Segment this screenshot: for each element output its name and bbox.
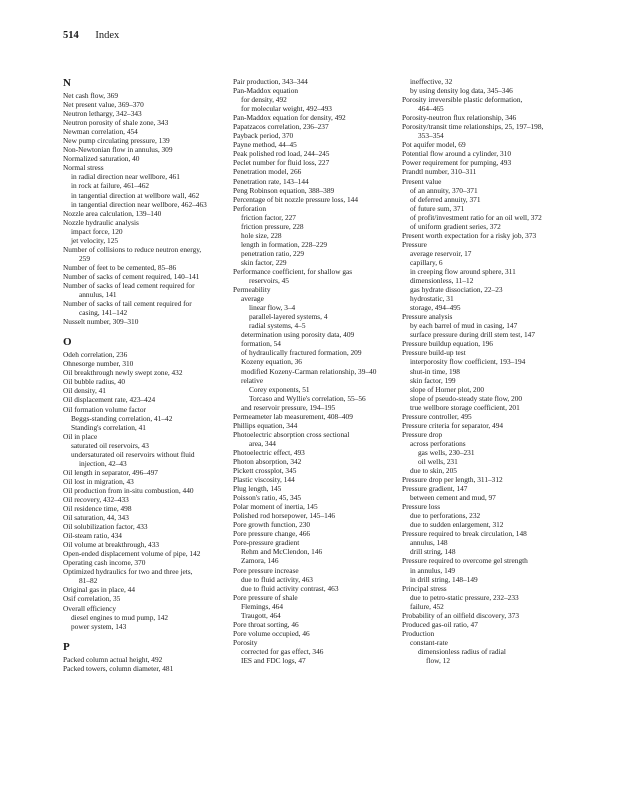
index-subentry: corrected for gas effect, 346	[241, 646, 324, 656]
index-entry: Overall efficiency	[63, 603, 117, 613]
index-subentry: true wellbore storage coefficient, 201	[410, 402, 520, 412]
index-entry: Pressure criteria for separator, 494	[402, 420, 504, 430]
index-subentry: of hydraulically fractured formation, 209	[241, 348, 362, 358]
index-entry: Perforation	[233, 203, 267, 213]
index-subentry: average	[241, 294, 264, 304]
index-subentry: length in formation, 228–229	[241, 239, 328, 249]
index-entry: Net cash flow, 369	[63, 91, 118, 100]
index-subentry: due to skin, 205	[410, 466, 457, 476]
index-entry-continuation: 353–354	[418, 131, 444, 141]
index-section-letter: O	[63, 336, 72, 349]
index-entry: Pressure	[402, 239, 427, 249]
index-entry: Pore growth function, 230	[233, 520, 311, 530]
index-subentry: due to fluid activity, 463	[241, 574, 313, 584]
index-entry: Oil volume at breakthrough, 433	[63, 540, 160, 550]
index-subentry: surface pressure during drill stem test, 147	[410, 330, 536, 340]
index-subentry: gas hydrate dissociation, 22–23	[410, 285, 503, 295]
index-column-2	[233, 77, 403, 665]
index-entry: Pair production, 343–344	[233, 77, 308, 86]
index-subentry: oil wells, 231	[418, 456, 458, 466]
index-entry: Oil recovery, 432–433	[63, 494, 129, 504]
index-subentry: annulus, 148	[410, 538, 448, 548]
index-subentry: jet velocity, 125	[71, 235, 119, 245]
index-subentry: hydrostatic, 31	[410, 294, 454, 304]
index-entry: Oil-steam ratio, 434	[63, 531, 122, 541]
index-entry: Pressure controller, 495	[402, 411, 472, 421]
index-entry: Pore-pressure gradient	[233, 538, 300, 548]
index-entry: Porosity-neutron flux relationship, 346	[402, 113, 517, 123]
index-entry: Pressure required to break circulation, 148	[402, 529, 527, 539]
index-entry: Porosity irreversible plastic deformation,	[402, 95, 523, 105]
index-subentry: penetration ratio, 229	[241, 248, 305, 258]
index-subentry: undersaturated oil reservoirs without fluid	[71, 449, 195, 459]
index-subentry: dimensionless, 11–12	[410, 276, 474, 286]
index-entry: Ohnesorge number, 310	[63, 359, 134, 369]
index-subentry: gas wells, 230–231	[418, 447, 475, 457]
index-entry: Nozzle hydraulic analysis	[63, 217, 139, 227]
index-subentry: power system, 143	[71, 621, 127, 631]
index-entry: Photoelectric absorption cross sectional	[233, 429, 350, 439]
index-entry: Payback period, 370	[233, 131, 294, 141]
index-entry: Peak polished rod load, 244–245	[233, 149, 330, 159]
index-entry: Number of collisions to reduce neutron energy,	[63, 244, 202, 254]
index-subentry: due to petro-static pressure, 232–233	[410, 592, 519, 602]
index-entry: Normal stress	[63, 163, 104, 173]
index-entry: Original gas in place, 44	[63, 585, 135, 595]
index-entry: Normalized saturation, 40	[63, 154, 140, 164]
index-entry-continuation: area, 344	[249, 438, 276, 448]
index-subentry: across perforations	[410, 438, 466, 448]
index-entry: Porosity/transit time relationships, 25, 197–198,	[402, 122, 544, 132]
index-entry: Odeh correlation, 236	[63, 350, 128, 360]
index-entry: Permeability	[233, 285, 271, 295]
index-subentry: of future sum, 371	[410, 203, 465, 213]
index-entry: Phillips equation, 344	[233, 420, 298, 430]
index-entry: Oil bubble radius, 40	[63, 377, 126, 387]
index-entry: Present value	[402, 176, 442, 186]
index-entry: Pore throat sorting, 46	[233, 619, 299, 629]
index-entry: Peclet number for fluid loss, 227	[233, 158, 330, 168]
index-entry: Payne method, 44–45	[233, 140, 297, 150]
index-subentry: ineffective, 32	[410, 77, 453, 86]
index-entry: Oil density, 41	[63, 386, 106, 396]
index-entry: Pot aquifer model, 69	[402, 140, 466, 150]
index-subentry: between cement and mud, 97	[410, 493, 496, 503]
index-entry: Percentage of bit nozzle pressure loss, 144	[233, 194, 359, 204]
index-subentry: flow, 12	[426, 656, 450, 665]
index-subentry: Zamora, 146	[241, 556, 279, 566]
index-entry: Oil lost in migration, 43	[63, 476, 134, 486]
index-entry-continuation: 81–82	[79, 576, 98, 586]
index-entry: Pickett crossplot, 345	[233, 466, 297, 476]
index-subentry: average reservoir, 17	[410, 248, 472, 258]
index-subentry: parallel-layered systems, 4	[249, 312, 328, 322]
index-section-letter: N	[63, 77, 71, 89]
index-entry: Pressure drop	[402, 429, 443, 439]
index-entry: Pressure build-up test	[402, 348, 466, 358]
index-entry: Pan-Maddox equation for density, 492	[233, 113, 346, 123]
index-entry: Produced gas-oil ratio, 47	[402, 619, 478, 629]
index-subentry: due to sudden enlargement, 312	[410, 520, 504, 530]
index-subentry: IES and FDC logs, 47	[241, 656, 306, 665]
index-entry: Oil length in separator, 496–497	[63, 467, 158, 477]
index-subentry: modified Kozeny-Carman relationship, 39–40	[241, 366, 377, 376]
index-entry: Oil saturation, 44, 343	[63, 513, 129, 523]
index-subentry: interporosity flow coefficient, 193–194	[410, 357, 526, 367]
index-entry: Operating cash income, 370	[63, 558, 146, 568]
index-entry: Number of feet to be cemented, 85–86	[63, 262, 177, 272]
index-entry: Polished rod horsepower, 145–146	[233, 511, 336, 521]
index-subentry: in tangential direction near wellbore, 462–463	[71, 199, 207, 209]
index-entry: Pressure drop per length, 311–312	[402, 475, 503, 485]
index-entry: Plug length, 145	[233, 484, 282, 494]
index-subentry: in creeping flow around sphere, 311	[410, 266, 516, 276]
index-entry: Oil formation volume factor	[63, 404, 147, 414]
index-subentry: skin factor, 229	[241, 257, 287, 267]
index-subentry: for molecular weight, 492–493	[241, 104, 332, 114]
index-column-3	[402, 77, 572, 665]
index-subentry: drill string, 148	[410, 547, 456, 557]
index-subentry: radial systems, 4–5	[249, 321, 306, 331]
index-entry: Neutron lethargy, 342–343	[63, 109, 142, 119]
index-subentry: Standing's correlation, 41	[71, 422, 146, 432]
index-entry: Pressure required to overcome gel strength	[402, 556, 528, 566]
index-subentry: Beggs-standing correlation, 41–42	[71, 413, 173, 423]
index-entry: Packed column actual height, 492	[63, 654, 163, 664]
index-subentry: Flemings, 464	[241, 601, 284, 611]
index-entry: Present worth expectation for a risky job, 373	[402, 230, 537, 240]
index-subentry: determination using porosity data, 409	[241, 330, 355, 340]
index-entry: Production	[402, 628, 435, 638]
index-section-letter: P	[63, 640, 70, 653]
index-subentry: friction pressure, 228	[241, 221, 304, 231]
index-entry: Number of sacks of lead cement required for	[63, 280, 195, 290]
index-entry: Porosity	[233, 637, 258, 647]
index-entry: Optimized hydraulics for two and three jets,	[63, 567, 193, 577]
index-entry: Pan-Maddox equation	[233, 86, 299, 96]
index-entry: Power requirement for pumping, 493	[402, 158, 512, 168]
index-entry: Oil production from in-situ combustion, 440	[63, 485, 194, 495]
index-subentry: of uniform gradient series, 372	[410, 221, 501, 231]
index-subentry: Rehm and McClendon, 146	[241, 547, 323, 557]
index-entry: Pore pressure change, 466	[233, 529, 311, 539]
index-subentry: Corey exponents, 51	[249, 384, 310, 394]
index-subentry: of profit/investment ratio for an oil well, 372	[410, 212, 542, 222]
index-entry: Packed towers, column diameter, 481	[63, 663, 174, 673]
index-subentry: failure, 452	[410, 601, 444, 611]
index-subentry: saturated oil reservoirs, 43	[71, 440, 149, 450]
index-entry: Peng Robinson equation, 388–389	[233, 185, 335, 195]
index-entry: Oil in place	[63, 431, 98, 441]
index-subentry: constant-rate	[410, 637, 448, 647]
index-subentry: capillary, 6	[410, 257, 443, 267]
index-entry: Performance coefficient, for shallow gas	[233, 266, 353, 276]
index-entry: Probability of an oilfield discovery, 373	[402, 610, 520, 620]
index-subentry: for density, 492	[241, 95, 287, 105]
index-entry: Newman correlation, 454	[63, 127, 138, 137]
index-subentry: Traugott, 464	[241, 610, 281, 620]
index-subentry: injection, 42–43	[79, 458, 127, 468]
index-entry: Principal stress	[402, 583, 447, 593]
index-entry: Prandtl number, 310–311	[402, 167, 477, 177]
index-subentry: relative	[241, 375, 264, 385]
index-subentry: in tangential direction at wellbore wall, 462	[71, 190, 200, 200]
index-subentry: impact force, 120	[71, 226, 123, 236]
index-entry-continuation: 464–465	[418, 104, 444, 114]
index-entry: Pore pressure increase	[233, 565, 299, 575]
index-subentry: shut-in time, 198	[410, 366, 460, 376]
index-entry: Oil displacement rate, 423–424	[63, 395, 156, 405]
index-entry: Pore volume occupied, 46	[233, 628, 310, 638]
index-subentry: storage, 494–495	[410, 303, 461, 313]
index-entry: Penetration model, 266	[233, 167, 302, 177]
page-header	[63, 30, 119, 41]
index-subentry: and reservoir pressure, 194–195	[241, 402, 336, 412]
index-subentry: skin factor, 199	[410, 375, 456, 385]
index-entry: Photon absorption, 342	[233, 456, 302, 466]
index-subentry: of deferred annuity, 371	[410, 194, 481, 204]
index-entry: Oil residence time, 498	[63, 504, 132, 514]
index-subentry: in radial direction near wellbore, 461	[71, 172, 180, 182]
index-subentry: of an annuity, 370–371	[410, 185, 478, 195]
index-entry: Permeameter lab measurement, 408–409	[233, 411, 353, 421]
index-subentry: friction factor, 227	[241, 212, 296, 222]
index-subentry: Torcaso and Wyllie's correlation, 55–56	[249, 393, 366, 403]
index-entry: Photoelectric effect, 493	[233, 447, 305, 457]
index-entry: Non-Newtonian flow in annulus, 309	[63, 145, 173, 155]
index-entry: Pressure buildup equation, 196	[402, 339, 493, 349]
index-entry: New pump circulating pressure, 139	[63, 136, 170, 146]
index-subentry: hole size, 228	[241, 230, 282, 240]
index-subentry: due to fluid activity contrast, 463	[241, 583, 339, 593]
index-subentry: by each barrel of mud in casing, 147	[410, 321, 518, 331]
index-subentry: Kozeny equation, 36	[241, 357, 302, 367]
index-subentry: in annulus, 149	[410, 565, 456, 575]
index-entry: Potential flow around a cylinder, 310	[402, 149, 512, 159]
index-entry: Open-ended displacement volume of pipe, 142	[63, 549, 201, 559]
index-subentry: in drill string, 148–149	[410, 574, 478, 584]
index-entry: Net present value, 369–370	[63, 100, 144, 110]
index-entry-continuation: annulus, 141	[79, 290, 117, 300]
index-entry: Oil breakthrough newly swept zone, 432	[63, 368, 183, 378]
index-subentry: in rock at failure, 461–462	[71, 181, 150, 191]
index-subentry: formation, 54	[241, 339, 281, 349]
index-column-1	[63, 77, 233, 673]
index-entry: Papatzacos correlation, 236–237	[233, 122, 329, 132]
section-title: Index	[95, 30, 120, 41]
index-entry: Pressure loss	[402, 502, 441, 512]
index-entry: Nusselt number, 309–310	[63, 317, 139, 327]
index-entry: Polar moment of inertia, 145	[233, 502, 318, 512]
index-entry: Oil solubilization factor, 433	[63, 522, 148, 532]
index-entry: Number of sacks of tail cement required for	[63, 299, 192, 309]
index-entry: Osif correlation, 35	[63, 594, 121, 604]
index-entry-continuation: 259	[79, 253, 91, 263]
index-entry: Nozzle area calculation, 139–140	[63, 208, 162, 218]
index-subentry: diesel engines to mud pump, 142	[71, 612, 169, 622]
index-entry: Poisson's ratio, 45, 345	[233, 493, 302, 503]
index-entry: Number of sacks of cement required, 140–141	[63, 271, 200, 281]
page-number: 514	[63, 30, 79, 41]
index-entry-continuation: reservoirs, 45	[249, 276, 289, 286]
index-subentry: by using density log data, 345–346	[410, 86, 513, 96]
index-subentry: slope of Horner plot, 200	[410, 384, 485, 394]
index-subentry: dimensionless radius of radial	[418, 646, 506, 656]
index-entry-continuation: casing, 141–142	[79, 308, 128, 318]
index-subentry: slope of pseudo-steady state flow, 200	[410, 393, 523, 403]
index-entry: Penetration rate, 143–144	[233, 176, 309, 186]
index-entry: Pressure analysis	[402, 312, 453, 322]
index-subentry: linear flow, 3–4	[249, 303, 296, 313]
index-entry: Plastic viscosity, 144	[233, 475, 295, 485]
index-entry: Pressure gradient, 147	[402, 484, 468, 494]
index-entry: Neutron porosity of shale zone, 343	[63, 118, 169, 128]
index-entry: Pore pressure of shale	[233, 592, 298, 602]
index-subentry: due to perforations, 232	[410, 511, 481, 521]
